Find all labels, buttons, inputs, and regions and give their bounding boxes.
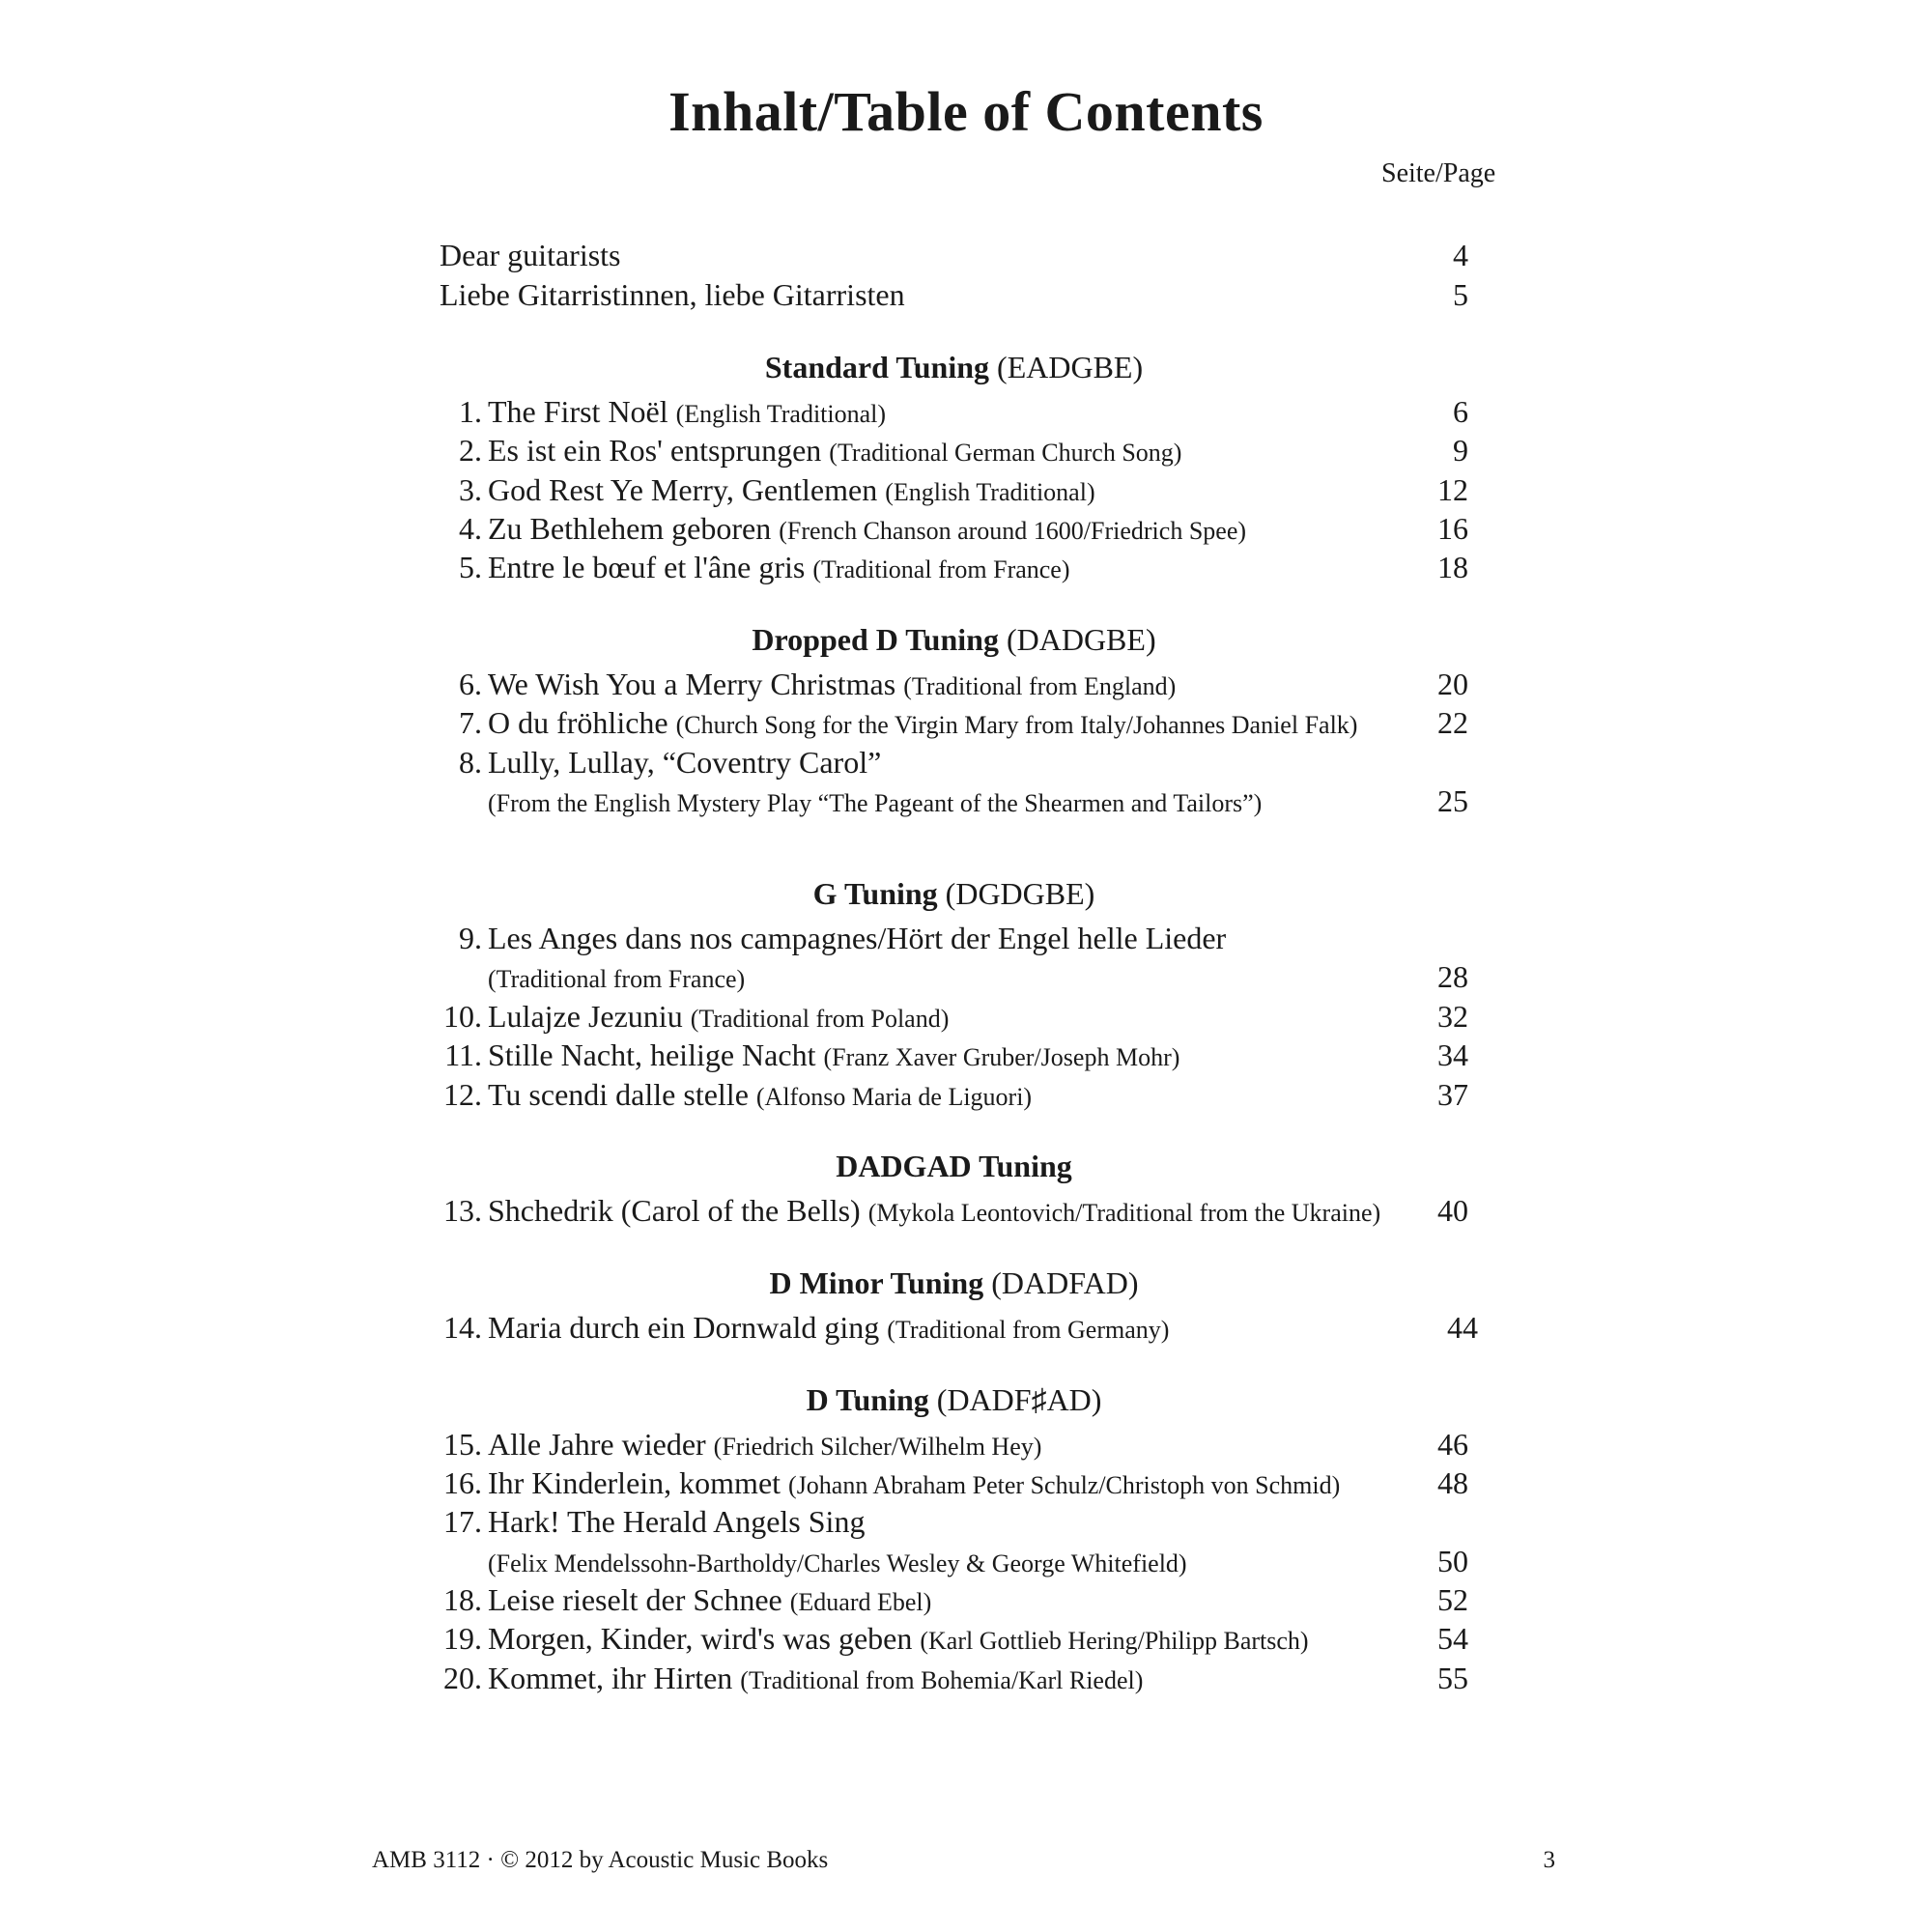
entry-title: Zu Bethlehem geboren	[488, 511, 772, 546]
section-name: Dropped D Tuning	[752, 622, 999, 657]
toc-row	[440, 1502, 1468, 1541]
entry-page: 54	[1437, 1621, 1468, 1656]
entry-title: Leise rieselt der Schnee	[488, 1582, 782, 1617]
section-tuning: (EADGBE)	[997, 350, 1144, 384]
toc-row	[440, 470, 1468, 509]
entry-page: 28	[1437, 959, 1468, 994]
entry-note: (Karl Gottlieb Hering/Philipp Bartsch)	[920, 1627, 1309, 1655]
entry-note-line	[488, 1542, 1187, 1583]
entry-number: 3.	[459, 472, 482, 507]
entry-page: 20	[1437, 667, 1468, 701]
entry-page: 48	[1437, 1465, 1468, 1500]
page-column-header: Seite/Page	[1381, 158, 1496, 188]
toc-row	[440, 1580, 1468, 1619]
entry-title-line	[488, 1580, 931, 1622]
entry-title: Alle Jahre wieder	[488, 1427, 706, 1462]
entry-note: (Franz Xaver Gruber/Joseph Mohr)	[823, 1043, 1180, 1071]
entry-title-line	[488, 703, 1357, 745]
entry-page: 12	[1437, 472, 1468, 507]
entry-title-line	[488, 665, 1176, 706]
toc-row	[440, 275, 1468, 314]
entry-number: 1.	[459, 394, 482, 429]
entry-title: Dear guitarists	[440, 238, 621, 272]
section-heading	[440, 874, 1468, 913]
toc-row	[440, 1463, 1468, 1502]
entry-note: (English Traditional)	[885, 478, 1095, 506]
entry-page: 55	[1437, 1661, 1468, 1695]
entry-number: 10.	[443, 999, 482, 1034]
section-tuning: (DADFAD)	[991, 1265, 1139, 1300]
entry-note: (Mykola Leontovich/Traditional from the Ukraine)	[867, 1199, 1381, 1227]
entry-number: 18.	[443, 1582, 482, 1617]
entry-title: Morgen, Kinder, wird's was geben	[488, 1621, 913, 1656]
entry-page: 4	[1453, 238, 1468, 272]
entry-number: 12.	[443, 1077, 482, 1112]
entry-number: 4.	[459, 511, 482, 546]
footer-copyright: AMB 3112 · © 2012 by Acoustic Music Books	[372, 1847, 829, 1873]
entry-title-line	[488, 431, 1181, 472]
entry-page: 46	[1437, 1427, 1468, 1462]
entry-page: 32	[1437, 999, 1468, 1034]
entry-note-line	[488, 957, 745, 999]
entry-number: 14.	[443, 1310, 482, 1345]
entry-number: 16.	[443, 1465, 482, 1500]
entry-number: 19.	[443, 1621, 482, 1656]
entry-note: (Friedrich Silcher/Wilhelm Hey)	[713, 1433, 1042, 1461]
entry-title-line	[488, 509, 1246, 551]
toc-row	[440, 1659, 1468, 1697]
entry-note: (Traditional from France)	[812, 555, 1070, 583]
entry-number: 8.	[459, 745, 482, 780]
entry-note: (Johann Abraham Peter Schulz/Christoph von Schmid)	[788, 1471, 1341, 1499]
toc-row	[440, 743, 1468, 781]
entry-title: Es ist ein Ros' entsprungen	[488, 433, 822, 468]
entry-title: Entre le bœuf et l'âne gris	[488, 550, 806, 584]
section-name: Standard Tuning	[764, 350, 990, 384]
section-tuning: (DADF♯AD)	[936, 1382, 1102, 1417]
entry-note: (Eduard Ebel)	[789, 1588, 932, 1616]
entry-number: 7.	[459, 705, 482, 740]
toc-row	[440, 997, 1468, 1036]
section-name: D Tuning	[806, 1382, 929, 1417]
entry-title: Tu scendi dalle stelle	[488, 1077, 749, 1112]
entry-title: Maria durch ein Dornwald ging	[488, 1310, 880, 1345]
entry-title: The First Noël	[488, 394, 668, 429]
entry-page: 52	[1437, 1582, 1468, 1617]
entry-title-line	[488, 997, 949, 1038]
entry-number: 2.	[459, 433, 482, 468]
entry-title-line	[488, 1075, 1032, 1117]
section-name: D Minor Tuning	[769, 1265, 984, 1300]
section-tuning: (DADGBE)	[1006, 622, 1156, 657]
section-heading	[440, 620, 1468, 659]
entry-note-line	[488, 781, 1262, 823]
entry-page: 16	[1437, 511, 1468, 546]
entry-page: 22	[1437, 705, 1468, 740]
entry-title-line	[488, 1036, 1179, 1077]
section-heading	[440, 1147, 1468, 1185]
entry-title-line	[488, 1191, 1380, 1233]
toc-row	[440, 392, 1468, 431]
toc-row	[440, 548, 1468, 586]
entry-title-line	[488, 1463, 1340, 1505]
entry-page: 40	[1437, 1193, 1468, 1228]
entry-number: 20.	[443, 1661, 482, 1695]
entry-title-line	[488, 1425, 1041, 1466]
entry-title-line	[488, 548, 1070, 589]
toc-row-continuation	[440, 957, 1468, 996]
entry-page: 9	[1453, 433, 1468, 468]
toc-row	[440, 1308, 1478, 1347]
entry-title: Les Anges dans nos campagnes/Hört der Engel helle Lieder	[488, 921, 1227, 955]
entry-title: Ihr Kinderlein, kommet	[488, 1465, 781, 1500]
entry-note: (Traditional from England)	[903, 672, 1177, 700]
entry-title: O du fröhliche	[488, 705, 668, 740]
entry-title: Shchedrik (Carol of the Bells)	[488, 1193, 861, 1228]
entry-title-line	[488, 1308, 1169, 1350]
section-heading	[440, 1264, 1468, 1302]
entry-title: We Wish You a Merry Christmas	[488, 667, 896, 701]
entry-title: Stille Nacht, heilige Nacht	[488, 1037, 816, 1072]
entry-note: (Alfonso Maria de Liguori)	[755, 1083, 1033, 1111]
entry-note: (Traditional from Poland)	[690, 1005, 950, 1033]
entry-number: 11.	[444, 1037, 482, 1072]
entry-number: 5.	[459, 550, 482, 584]
entry-note: (Church Song for the Virgin Mary from Italy/Johannes Daniel Falk)	[675, 711, 1358, 739]
entry-title-line	[488, 1619, 1309, 1661]
toc-row	[440, 236, 1468, 274]
entry-number: 13.	[443, 1193, 482, 1228]
toc-row-continuation	[440, 1542, 1468, 1580]
entry-title: Liebe Gitarristinnen, liebe Gitarristen	[440, 277, 905, 312]
toc-row	[440, 1036, 1468, 1074]
entry-page: 34	[1437, 1037, 1468, 1072]
section-tuning: (DGDGBE)	[945, 876, 1095, 911]
toc-row	[440, 665, 1468, 703]
toc-row	[440, 1619, 1468, 1658]
toc-row	[440, 431, 1468, 469]
entry-title: God Rest Ye Merry, Gentlemen	[488, 472, 878, 507]
section-heading	[440, 1380, 1468, 1419]
entry-number: 15.	[443, 1427, 482, 1462]
entry-title: Lulajze Jezuniu	[488, 999, 683, 1034]
entry-page: 44	[1447, 1310, 1478, 1345]
entry-number: 6.	[459, 667, 482, 701]
entry-note: (French Chanson around 1600/Friedrich Spee)	[779, 517, 1247, 545]
entry-title-line	[488, 470, 1095, 512]
entry-number: 17.	[443, 1504, 482, 1539]
toc-row-continuation	[440, 781, 1468, 820]
entry-title-line	[488, 1659, 1143, 1700]
toc-row	[440, 703, 1468, 742]
section-heading	[440, 348, 1468, 386]
toc-row	[440, 509, 1468, 548]
entry-page: 5	[1453, 277, 1468, 312]
entry-note: (Traditional from Germany)	[887, 1316, 1170, 1344]
entry-title: Hark! The Herald Angels Sing	[488, 1504, 866, 1539]
section-name: DADGAD Tuning	[836, 1149, 1072, 1183]
entry-note: (Traditional German Church Song)	[829, 439, 1182, 467]
entry-note: (English Traditional)	[675, 400, 887, 428]
entry-page: 18	[1437, 550, 1468, 584]
toc-row	[440, 1075, 1468, 1114]
toc-row	[440, 919, 1468, 957]
toc-row	[440, 1191, 1468, 1230]
entry-page: 6	[1453, 394, 1468, 429]
entry-number: 9.	[459, 921, 482, 955]
entry-title: Lully, Lullay, “Coventry Carol”	[488, 745, 882, 780]
section-name: G Tuning	[812, 876, 938, 911]
entry-note: (Traditional from France)	[488, 965, 746, 993]
entry-page: 50	[1437, 1544, 1468, 1578]
footer-page-number: 3	[1543, 1847, 1555, 1873]
entry-page: 25	[1437, 783, 1468, 818]
toc-row	[440, 1425, 1468, 1463]
entry-note: (Felix Mendelssohn-Bartholdy/Charles Wesley & George Whitefield)	[488, 1549, 1187, 1577]
entry-page: 37	[1437, 1077, 1468, 1112]
entry-title: Kommet, ihr Hirten	[488, 1661, 733, 1695]
page-title: Inhalt/Table of Contents	[668, 80, 1264, 143]
entry-title-line	[488, 392, 886, 434]
entry-note: (Traditional from Bohemia/Karl Riedel)	[740, 1666, 1144, 1694]
entry-note: (From the English Mystery Play “The Pageant of the Shearmen and Tailors”)	[488, 789, 1263, 817]
